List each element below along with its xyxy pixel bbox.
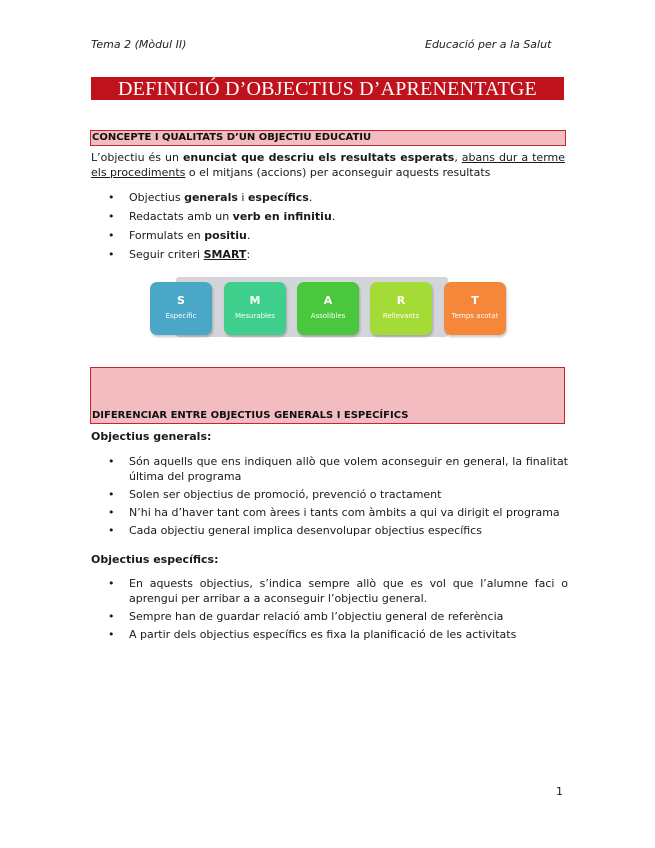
bullet-icon: •: [108, 506, 115, 519]
item-text: Objectius: [129, 191, 185, 204]
smart-word: Assolibles: [310, 312, 346, 320]
smart-word: Temps acotat: [451, 312, 499, 320]
item-text: Redactats amb un: [129, 210, 233, 223]
smart-box-s: [150, 282, 212, 335]
list-item: [108, 228, 568, 243]
item-text: A partir dels objectius específics es fixa la planificació de les activitats: [129, 628, 517, 641]
bullet-icon: •: [108, 577, 115, 590]
list-item: [108, 190, 568, 205]
especifics-list: [108, 576, 568, 645]
item-text: i: [237, 191, 248, 204]
section-heading-differentiate: [90, 367, 565, 424]
smart-word: Específic: [165, 312, 197, 320]
smart-word: Rellevants: [382, 312, 420, 320]
qualities-list: [108, 190, 568, 266]
list-item: [108, 505, 568, 520]
smart-letter: T: [471, 294, 479, 307]
bullet-icon: •: [108, 488, 115, 501]
smart-letter: M: [249, 294, 261, 307]
list-item: [108, 487, 568, 502]
item-text: Són aquells que ens indiquen allò que volem aconseguir en general, la finalitat última del programa: [129, 455, 568, 483]
item-text: Sempre han de guardar relació amb l’objectiu general de referència: [129, 610, 504, 623]
list-item: [108, 209, 568, 224]
item-text: En aquests objectius, s’indica sempre allò que es vol que l’alumne faci o aprengui per arribar a a aconseguir l’objectiu general.: [129, 577, 568, 605]
section-heading-concept: CONCEPTE I QUALITATS D’UN OBJECTIU EDUCATIU: [90, 130, 566, 146]
smart-keyword: SMART: [203, 248, 247, 261]
bullet-icon: •: [108, 628, 115, 641]
item-text: N’hi ha d’haver tant com àrees i tants com àmbits a qui va dirigit el programa: [129, 506, 560, 519]
item-text: .: [246, 229, 251, 242]
item-text: Seguir criteri: [129, 248, 204, 261]
list-item: [108, 454, 568, 484]
smart-word: Mesurables: [235, 312, 275, 320]
definition-text-2: ,: [454, 151, 462, 164]
item-text: Cada objectiu general implica desenvolupar objectius específics: [129, 524, 482, 537]
header-subject-label: Educació per a la Salut: [425, 38, 552, 51]
item-text: Solen ser objectius de promoció, prevenció o tractament: [129, 488, 442, 501]
definition-underlined-text: abans dur a terme els procediments: [91, 151, 566, 179]
item-text: Formulats en: [129, 229, 205, 242]
smart-box-t: [444, 282, 506, 335]
item-bold-text: positiu: [204, 229, 247, 242]
bullet-icon: •: [108, 610, 115, 623]
page-number: 1: [556, 785, 563, 798]
generals-list: [108, 454, 568, 541]
list-item: [108, 247, 568, 262]
bullet-icon: •: [108, 248, 115, 261]
smart-letter: S: [177, 294, 185, 307]
definition-text-1: L’objectiu és un: [91, 151, 183, 164]
smart-letter: A: [323, 294, 333, 307]
smart-box-r: [370, 282, 432, 335]
bullet-icon: •: [108, 524, 115, 537]
bullet-icon: •: [108, 455, 115, 468]
definition-paragraph: [91, 150, 565, 180]
bullet-icon: •: [108, 210, 115, 223]
list-item: [108, 627, 568, 642]
section-heading-text: DIFERENCIAR ENTRE OBJECTIUS GENERALS I ESPECÍFICS: [92, 410, 409, 421]
page-title: DEFINICIÓ D’OBJECTIUS D’APRENENTATGE: [91, 77, 564, 100]
item-bold-text: específics: [247, 191, 309, 204]
header-module-label: Tema 2 (Mòdul II): [91, 38, 187, 51]
list-item: [108, 609, 568, 624]
bullet-icon: •: [108, 191, 115, 204]
smart-box-a: [297, 282, 359, 335]
smart-letter: R: [396, 294, 406, 307]
especifics-heading: Objectius específics:: [91, 553, 219, 566]
item-text: :: [246, 248, 251, 261]
smart-diagram: [148, 275, 510, 341]
item-bold-text: generals: [184, 191, 238, 204]
list-item: [108, 523, 568, 538]
definition-text-3: o el mitjans (accions) per aconseguir aquests resultats: [185, 166, 491, 179]
item-text: .: [331, 210, 336, 223]
item-text: .: [308, 191, 313, 204]
bullet-icon: •: [108, 229, 115, 242]
definition-bold-text: enunciat que descriu els resultats esperats: [182, 151, 455, 164]
generals-heading: Objectius generals:: [91, 430, 212, 443]
smart-box-m: [224, 282, 286, 335]
list-item: [108, 576, 568, 606]
item-bold-text: verb en infinitiu: [232, 210, 332, 223]
